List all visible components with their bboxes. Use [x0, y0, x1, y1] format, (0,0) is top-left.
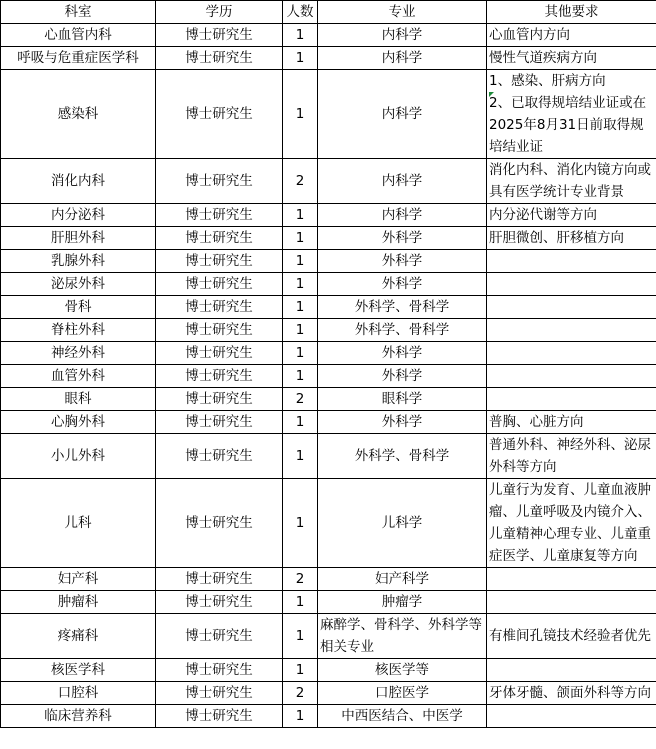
major-cell: 外科学	[318, 342, 487, 365]
edu-cell: 博士研究生	[156, 319, 283, 342]
dept-cell: 脊柱外科	[1, 319, 156, 342]
major-cell: 眼科学	[318, 388, 487, 411]
major-cell: 外科学、骨科学	[318, 319, 487, 342]
major-cell: 外科学	[318, 227, 487, 250]
major-cell: 妇产科学	[318, 568, 487, 591]
table-row	[1, 411, 656, 434]
req-cell: 慢性气道疾病方向	[487, 47, 656, 70]
dept-cell: 血管外科	[1, 365, 156, 388]
req-line-1: 1、感染、肝病方向	[489, 73, 606, 89]
dept-cell: 口腔科	[1, 682, 156, 705]
req-cell	[487, 250, 656, 273]
count-cell: 1	[283, 365, 318, 388]
table-row	[1, 388, 656, 411]
count-cell: 1	[283, 47, 318, 70]
table-row	[1, 434, 656, 479]
req-cell	[487, 70, 656, 159]
count-cell: 1	[283, 204, 318, 227]
dept-cell: 呼吸与危重症医学科	[1, 47, 156, 70]
req-cell	[487, 568, 656, 591]
dept-cell: 核医学科	[1, 659, 156, 682]
table-row	[1, 273, 656, 296]
major-cell: 外科学	[318, 250, 487, 273]
major-cell: 口腔医学	[318, 682, 487, 705]
table-row	[1, 70, 656, 159]
major-cell: 肿瘤学	[318, 591, 487, 614]
dept-cell: 骨科	[1, 296, 156, 319]
major-cell: 内科学	[318, 204, 487, 227]
edu-cell: 博士研究生	[156, 250, 283, 273]
edu-cell: 博士研究生	[156, 342, 283, 365]
major-cell: 内科学	[318, 70, 487, 159]
req-cell: 普通外科、神经外科、泌尿外科等方向	[487, 434, 656, 479]
count-cell: 2	[283, 682, 318, 705]
header-req: 其他要求	[487, 1, 656, 24]
table-row	[1, 24, 656, 47]
count-cell: 1	[283, 659, 318, 682]
major-cell: 外科学、骨科学	[318, 296, 487, 319]
table-row	[1, 319, 656, 342]
edu-cell: 博士研究生	[156, 568, 283, 591]
req-cell	[487, 319, 656, 342]
header-dept: 科室	[1, 1, 156, 24]
dept-cell: 感染科	[1, 70, 156, 159]
req-line-2: 2、已取得规培结业证或在2025年8月31日前取得规培结业证	[489, 92, 654, 158]
req-cell	[487, 591, 656, 614]
table-row	[1, 342, 656, 365]
edu-cell: 博士研究生	[156, 591, 283, 614]
edu-cell: 博士研究生	[156, 70, 283, 159]
edu-cell: 博士研究生	[156, 365, 283, 388]
count-cell: 1	[283, 705, 318, 728]
dept-cell: 神经外科	[1, 342, 156, 365]
count-cell: 1	[283, 434, 318, 479]
header-count: 人数	[283, 1, 318, 24]
count-cell: 1	[283, 591, 318, 614]
req-cell	[487, 705, 656, 728]
dept-cell: 肿瘤科	[1, 591, 156, 614]
dept-cell: 小儿外科	[1, 434, 156, 479]
table-row	[1, 614, 656, 659]
table-row	[1, 159, 656, 204]
edu-cell: 博士研究生	[156, 479, 283, 568]
table-row	[1, 365, 656, 388]
table-row	[1, 47, 656, 70]
req-cell: 内分泌代谢等方向	[487, 204, 656, 227]
dept-cell: 妇产科	[1, 568, 156, 591]
table-row	[1, 479, 656, 568]
edu-cell: 博士研究生	[156, 204, 283, 227]
count-cell: 1	[283, 273, 318, 296]
header-edu: 学历	[156, 1, 283, 24]
major-cell: 外科学、骨科学	[318, 434, 487, 479]
dept-cell: 心血管内科	[1, 24, 156, 47]
edu-cell: 博士研究生	[156, 682, 283, 705]
table-row	[1, 204, 656, 227]
dept-cell: 眼科	[1, 388, 156, 411]
edu-cell: 博士研究生	[156, 296, 283, 319]
table-row	[1, 659, 656, 682]
major-cell: 内科学	[318, 47, 487, 70]
req-cell	[487, 365, 656, 388]
table-row	[1, 705, 656, 728]
edu-cell: 博士研究生	[156, 434, 283, 479]
req-cell	[487, 342, 656, 365]
count-cell: 1	[283, 479, 318, 568]
count-cell: 1	[283, 70, 318, 159]
edu-cell: 博士研究生	[156, 388, 283, 411]
major-cell: 内科学	[318, 159, 487, 204]
edu-cell: 博士研究生	[156, 47, 283, 70]
table-row	[1, 250, 656, 273]
count-cell: 1	[283, 24, 318, 47]
dept-cell: 内分泌科	[1, 204, 156, 227]
header-row	[1, 1, 656, 24]
table-row	[1, 296, 656, 319]
major-cell: 儿科学	[318, 479, 487, 568]
req-cell: 心血管内方向	[487, 24, 656, 47]
major-cell: 外科学	[318, 365, 487, 388]
table-row	[1, 682, 656, 705]
edu-cell: 博士研究生	[156, 273, 283, 296]
count-cell: 1	[283, 319, 318, 342]
edu-cell: 博士研究生	[156, 659, 283, 682]
edu-cell: 博士研究生	[156, 24, 283, 47]
dept-cell: 肝胆外科	[1, 227, 156, 250]
count-cell: 1	[283, 296, 318, 319]
req-cell: 儿童行为发育、儿童血液肿瘤、儿童呼吸及内镜介入、儿童精神心理专业、儿童重症医学、儿童康复等方向	[487, 479, 656, 568]
req-cell: 消化内科、消化内镜方向或具有医学统计专业背景	[487, 159, 656, 204]
edu-cell: 博士研究生	[156, 411, 283, 434]
count-cell: 2	[283, 159, 318, 204]
count-cell: 1	[283, 227, 318, 250]
table-row	[1, 227, 656, 250]
count-cell: 2	[283, 568, 318, 591]
major-cell: 中西医结合、中医学	[318, 705, 487, 728]
req-cell: 肝胆微创、肝移植方向	[487, 227, 656, 250]
edu-cell: 博士研究生	[156, 159, 283, 204]
req-cell: 普胸、心脏方向	[487, 411, 656, 434]
dept-cell: 临床营养科	[1, 705, 156, 728]
dept-cell: 乳腺外科	[1, 250, 156, 273]
major-cell: 外科学	[318, 411, 487, 434]
dept-cell: 泌尿外科	[1, 273, 156, 296]
count-cell: 1	[283, 250, 318, 273]
dept-cell: 儿科	[1, 479, 156, 568]
major-cell: 麻醉学、骨科学、外科学等相关专业	[318, 614, 487, 659]
count-cell: 1	[283, 342, 318, 365]
dept-cell: 消化内科	[1, 159, 156, 204]
dept-cell: 心胸外科	[1, 411, 156, 434]
header-major: 专业	[318, 1, 487, 24]
major-cell: 核医学等	[318, 659, 487, 682]
req-cell	[487, 273, 656, 296]
req-cell: 牙体牙髓、颌面外科等方向	[487, 682, 656, 705]
count-cell: 1	[283, 614, 318, 659]
edu-cell: 博士研究生	[156, 705, 283, 728]
major-cell: 内科学	[318, 24, 487, 47]
table-row	[1, 568, 656, 591]
edu-cell: 博士研究生	[156, 614, 283, 659]
count-cell: 1	[283, 411, 318, 434]
req-cell: 有椎间孔镜技术经验者优先	[487, 614, 656, 659]
req-cell	[487, 296, 656, 319]
table-row	[1, 591, 656, 614]
req-cell	[487, 659, 656, 682]
major-cell: 外科学	[318, 273, 487, 296]
count-cell: 2	[283, 388, 318, 411]
req-cell	[487, 388, 656, 411]
edu-cell: 博士研究生	[156, 227, 283, 250]
dept-cell: 疼痛科	[1, 614, 156, 659]
